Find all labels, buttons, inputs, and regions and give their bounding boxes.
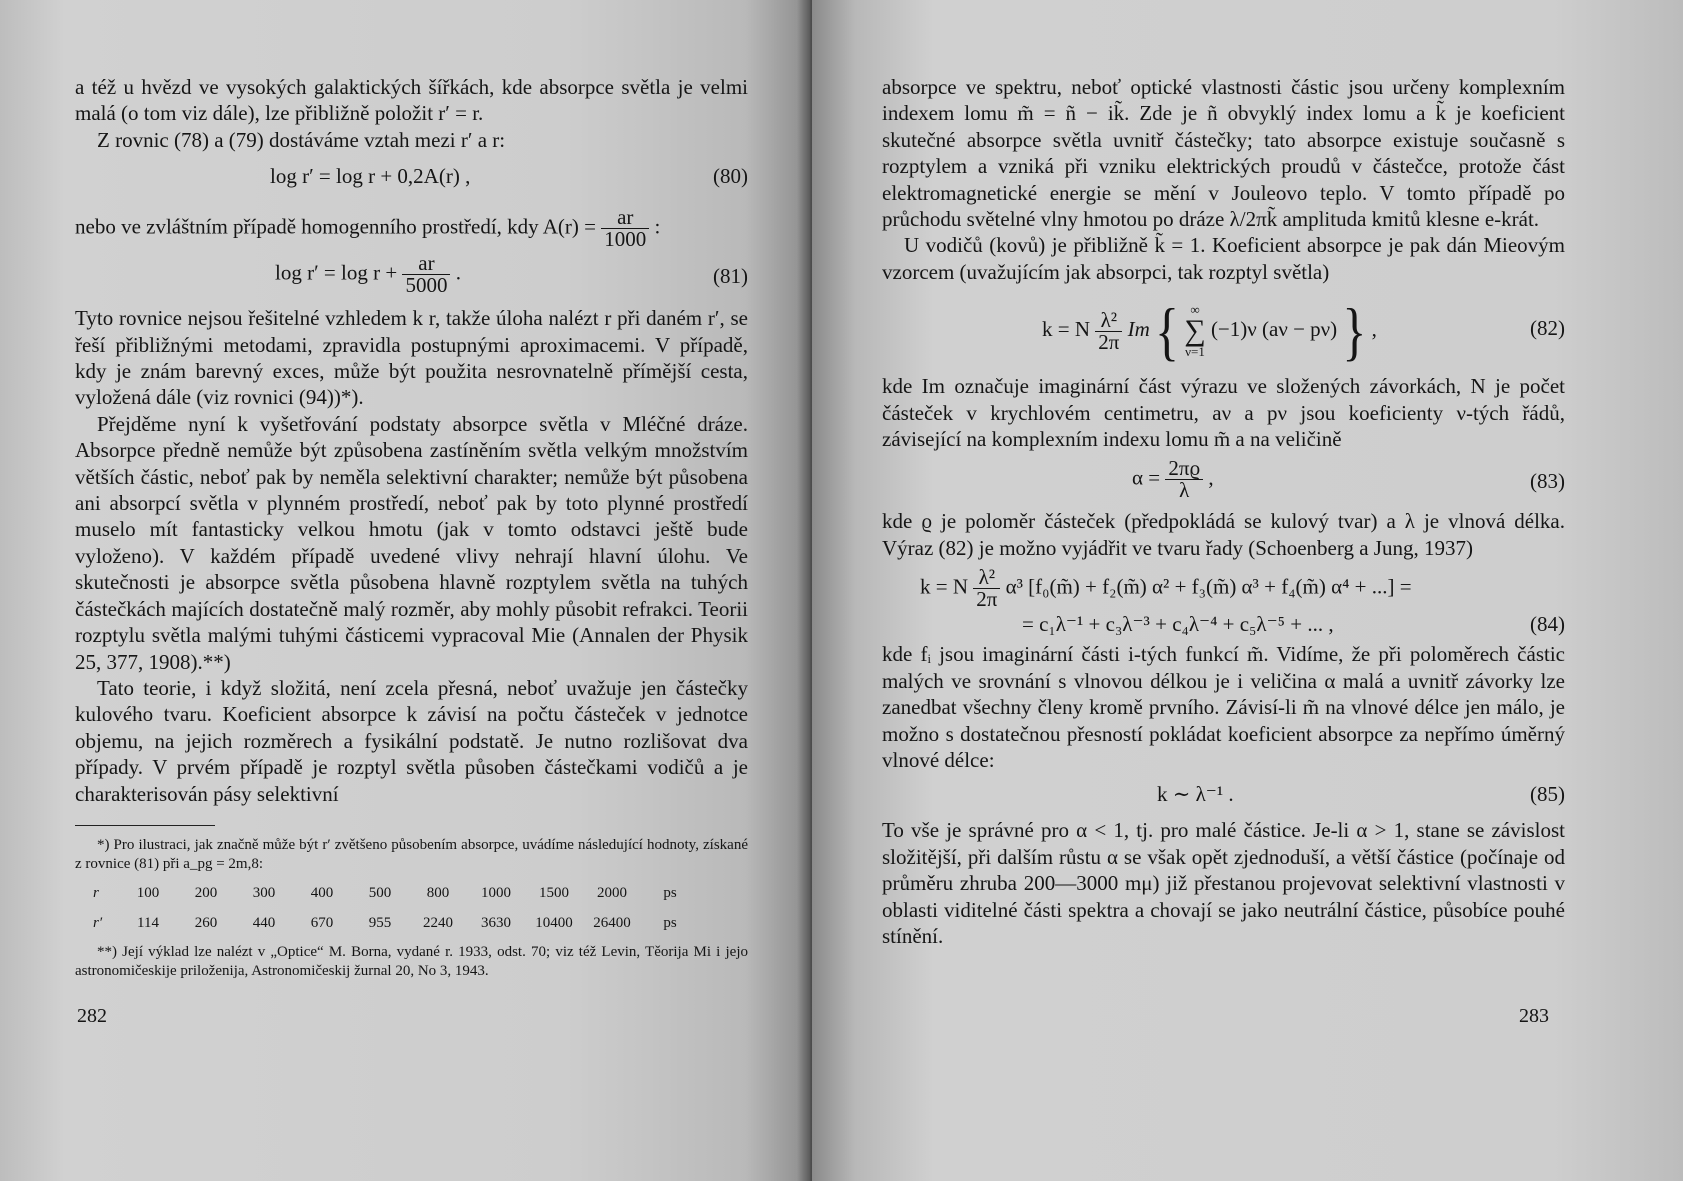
table-cell: 1000 bbox=[481, 884, 511, 901]
table-cell: 260 bbox=[194, 915, 218, 932]
table-cell: ps bbox=[663, 884, 677, 901]
equation-83-lhs: α = bbox=[1132, 465, 1161, 490]
fraction-ar-5000 bbox=[402, 253, 450, 296]
table-cell: ps bbox=[663, 915, 677, 932]
intro-text: a též u hvězd ve vysokých galaktických šířkách, kde absorpce světla je velmi malá (o tom viz dále), lze přibližně položit r′ = r. bbox=[75, 75, 748, 126]
table-row bbox=[93, 908, 699, 938]
table-row-label: r′ bbox=[93, 915, 103, 932]
relation-paragraph: Z rovnic (78) a (79) dostáváme vztah mezi r′ a r: bbox=[97, 127, 506, 152]
table-cell: 300 bbox=[252, 884, 276, 901]
table-cell: 3630 bbox=[481, 915, 511, 932]
left-page bbox=[0, 0, 810, 1181]
table-cell: 440 bbox=[252, 915, 276, 932]
table-row bbox=[93, 878, 699, 908]
equation-82-number: (82) bbox=[1530, 316, 1565, 341]
special-case-text: nebo ve zvláštním případě homogenního prostředí, kdy A(r) = bbox=[75, 214, 596, 239]
fraction-numerator: λ² bbox=[973, 567, 1000, 589]
summation bbox=[1184, 303, 1205, 359]
left-brace: { bbox=[1155, 294, 1180, 368]
fraction-denominator: 5000 bbox=[405, 273, 448, 298]
equation-81: log r′ = log r + $\frac{ar}{5000}$ . (81) bbox=[275, 251, 748, 298]
table-cell: 500 bbox=[368, 884, 392, 901]
fraction-denominator: 2π bbox=[1098, 329, 1120, 354]
page-number-left: 282 bbox=[77, 1005, 107, 1027]
equation-80 bbox=[75, 155, 748, 199]
table-cell: 670 bbox=[310, 915, 334, 932]
sum-upper-limit: ∞ bbox=[1190, 302, 1200, 318]
right-brace: } bbox=[1342, 294, 1367, 368]
equation-85 bbox=[882, 775, 1565, 815]
equation-84-series: α³ [f₀(m̃) + f₂(m̃) α² + f₃(m̃) α³ + f₄(m̃) α⁴ + ...] = bbox=[1005, 574, 1412, 599]
footnote-separator bbox=[75, 825, 215, 826]
table-cell: 400 bbox=[310, 884, 334, 901]
equation-80-number: (80) bbox=[713, 164, 748, 189]
fraction-numerator: λ² bbox=[1095, 310, 1122, 332]
sum-lower-limit: ν=1 bbox=[1185, 344, 1205, 360]
table-row-label: r bbox=[93, 884, 99, 901]
table-cell: 200 bbox=[194, 884, 218, 901]
radius-paragraph: kde ϱ je poloměr částeček (předpokládá se kulový tvar) a λ je vlnová délka. Výraz (82) je možno vyjádřit ve tvaru řady (Schoenberg a Jung, 1937) bbox=[882, 509, 1565, 560]
table-cell: 26400 bbox=[593, 915, 631, 932]
equation-81-lhs: log r′ = log r + bbox=[275, 260, 398, 285]
table-cell: 10400 bbox=[535, 915, 573, 932]
table-cell: 2000 bbox=[597, 884, 627, 901]
fraction-numerator: 2πϱ bbox=[1165, 458, 1203, 480]
equation-83: α = $\frac{2\pi ϱ}{\lambda}$ , (83) bbox=[1132, 456, 1565, 503]
imaginary-part-operator: Im bbox=[1127, 317, 1150, 342]
special-case-line: nebo ve zvláštním případě homogenního prostředí, kdy A(r) = $\frac{ar}{1000}$ : bbox=[75, 205, 661, 252]
table-cell: 114 bbox=[137, 915, 159, 932]
equations-paragraph: Tyto rovnice nejsou řešitelné vzhledem k r, takže úloha nalézt r při daném r′, se řeší přibližnými metodami, zpravidla postupnými aproximacemi. V případě, kdy je znám barevný exces, může být použita nesrovnatelně přímější cesta, vyložená dále (viz rovnici (94))*). bbox=[75, 306, 748, 410]
table-cell: 1500 bbox=[539, 884, 569, 901]
fraction-denominator: 1000 bbox=[604, 227, 647, 252]
equation-84-lhs: k = N bbox=[920, 574, 969, 599]
final-paragraph: To vše je správné pro α < 1, tj. pro malé částice. Je-li α > 1, stane se závislost složitější, při dalším růstu α se však opět zjednoduší, a větší částice (počínaje od průměru zhruba 200—3000 mμ) již přestanou projevovat selektivní vlastnosti v oblasti viditelné části spektra a chovají se jako neutrální částice, působíce pouhé stínění. bbox=[882, 818, 1565, 948]
page-number-right: 283 bbox=[1519, 1005, 1549, 1027]
equation-84-number: (84) bbox=[1530, 612, 1565, 637]
fraction-denominator: 2π bbox=[976, 587, 998, 612]
equation-81-number: (81) bbox=[713, 264, 748, 289]
nature-paragraph: Přejděme nyní k vyšetřování podstaty absorpce světla v Mléčné dráze. Absorpce předně nemůže být způsobena zastíněním světla velkým množstvím větších částic, neboť pak by neměla selektivní charakter; nemůže být působena ani absorpcí světla v plynném prostředí, neboť pak by toto plynné prostředí muselo mít fantasticky velkou hmotu (jak v tomto odstavci ještě bude vyloženo). V každém případě uvedené vlivy nehrají hlavní úlohu. Ve skutečnosti je absorpce světla působena hlavně rozptylem světla na tuhých částečkách majících dostatečně malý rozměr, aby mohly působit refrakci. Teorii rozptylu světla malými tuhými částicemi vypracoval Mie (Annalen der Physik 25, 377, 1908).**) bbox=[75, 411, 748, 674]
equation-83-number: (83) bbox=[1530, 469, 1565, 494]
table-cell: 800 bbox=[426, 884, 450, 901]
fraction-lambda-2pi bbox=[1095, 307, 1122, 354]
imaginary-paragraph: kde fᵢ jsou imaginární části i-tých funkcí m̃. Vidíme, že při poloměrech částic malých ve srovnání s vlnovou délkou je i veličina α malá a uvnitř závorky lze zanedbat všechny členy kromě prvního. Závisí-li m̃ na vlnové délce jen málo, je možno s dostatečnou přesností pokládat koeficient absorpce za nepřímo úměrný vlnové délce: bbox=[882, 642, 1565, 772]
table-cell: 955 bbox=[368, 915, 392, 932]
equation-82-lhs: k = N bbox=[1042, 317, 1091, 342]
fraction-2pirho-lambda bbox=[1165, 458, 1203, 501]
spectrum-paragraph: absorpce ve spektru, neboť optické vlastnosti částic jsou určeny komplexním indexem lomu m̃ = ñ − ik̃. Zde je ñ obvyklý index lomu a k̃ je koeficient skutečné absorpce světla uvnitř částečky; tato absorpce existuje současně s rozptylem a vzniká při vzniku elektrických proudů v částečce, protože část elektromagnetické energie se mění v Jouleovo teplo. V tomto případě po průchodu světelné vlny hmotou po dráze λ/2πk̃ amplituda kmitů klesne e-krát. bbox=[882, 75, 1565, 232]
equation-82: k = N $\frac{\text{λ²}}{2\pi}$ Im { ∞ ∑ ν=1 (−1)ν (aν − pν) } , (82) bbox=[1042, 294, 1565, 368]
table-cell: 2240 bbox=[423, 915, 453, 932]
table-cell: 100 bbox=[136, 884, 160, 901]
equation-82-term: (−1)ν (aν − pν) bbox=[1210, 317, 1338, 342]
fraction-numerator: ar bbox=[601, 207, 649, 229]
fraction-numerator: ar bbox=[402, 253, 450, 275]
right-text-block bbox=[882, 74, 1565, 949]
equation-80-formula: log r′ = log r + 0,2A(r) , bbox=[270, 164, 471, 189]
conductors-paragraph: U vodičů (kovů) je přibližně k̃ = 1. Koeficient absorpce je pak dán Mieovým vzorcem (uvažujícím jak absorpci, tak rozptyl světla) bbox=[882, 233, 1565, 284]
sigma-symbol: ∑ bbox=[1184, 314, 1206, 348]
equation-85-formula: k ∼ λ⁻¹ . bbox=[1157, 782, 1234, 807]
fraction-ar-1000 bbox=[601, 207, 649, 250]
right-page bbox=[812, 0, 1683, 1181]
equation-85-number: (85) bbox=[1530, 782, 1565, 807]
where-paragraph: kde Im označuje imaginární část výrazu ve složených závorkách, N je počet částeček v krychlovém centimetru, aν a pν jsou koeficienty ν-tých řádů, závisející na komplexním indexu lomu m̃ a na veličině bbox=[882, 374, 1565, 452]
footnote-1: *) Pro ilustraci, jak značně může být r′ zvětšeno působením absorpce, uvádíme následující hodnoty, získané z rovnice (81) při a_pg = 2m,8: bbox=[75, 836, 748, 872]
left-text-block bbox=[75, 74, 748, 981]
equation-84-line2: = c₁λ⁻¹ + c₃λ⁻³ + c₄λ⁻⁴ + c₅λ⁻⁵ + ... , bbox=[1022, 612, 1334, 637]
footnote-2: **) Její výklad lze nalézt v „Optice“ M. Borna, vydané r. 1933, odst. 70; viz též Levin, Těorija Mi i jejo astronomičeskije priloženija, Astronomičeskij žurnal 20, No 3, 1943. bbox=[75, 943, 748, 979]
theory-paragraph: Tato teorie, i když složitá, není zcela přesná, neboť uvažuje jen částečky kulového tvaru. Koeficient absorpce k závisí na počtu částeček v jednotce objemu, na jejich rozměrech a fysikální podstatě. Je nutno rozlišovat dva případy. V prvém případě je rozptyl světla působen částečkami vodičů a je charakterisován pásy selektivní bbox=[75, 675, 748, 806]
equation-84 bbox=[882, 563, 1565, 639]
footnote-table bbox=[93, 878, 699, 939]
fraction-denominator: λ bbox=[1179, 478, 1190, 503]
fraction-lambda-2pi bbox=[973, 567, 1000, 610]
